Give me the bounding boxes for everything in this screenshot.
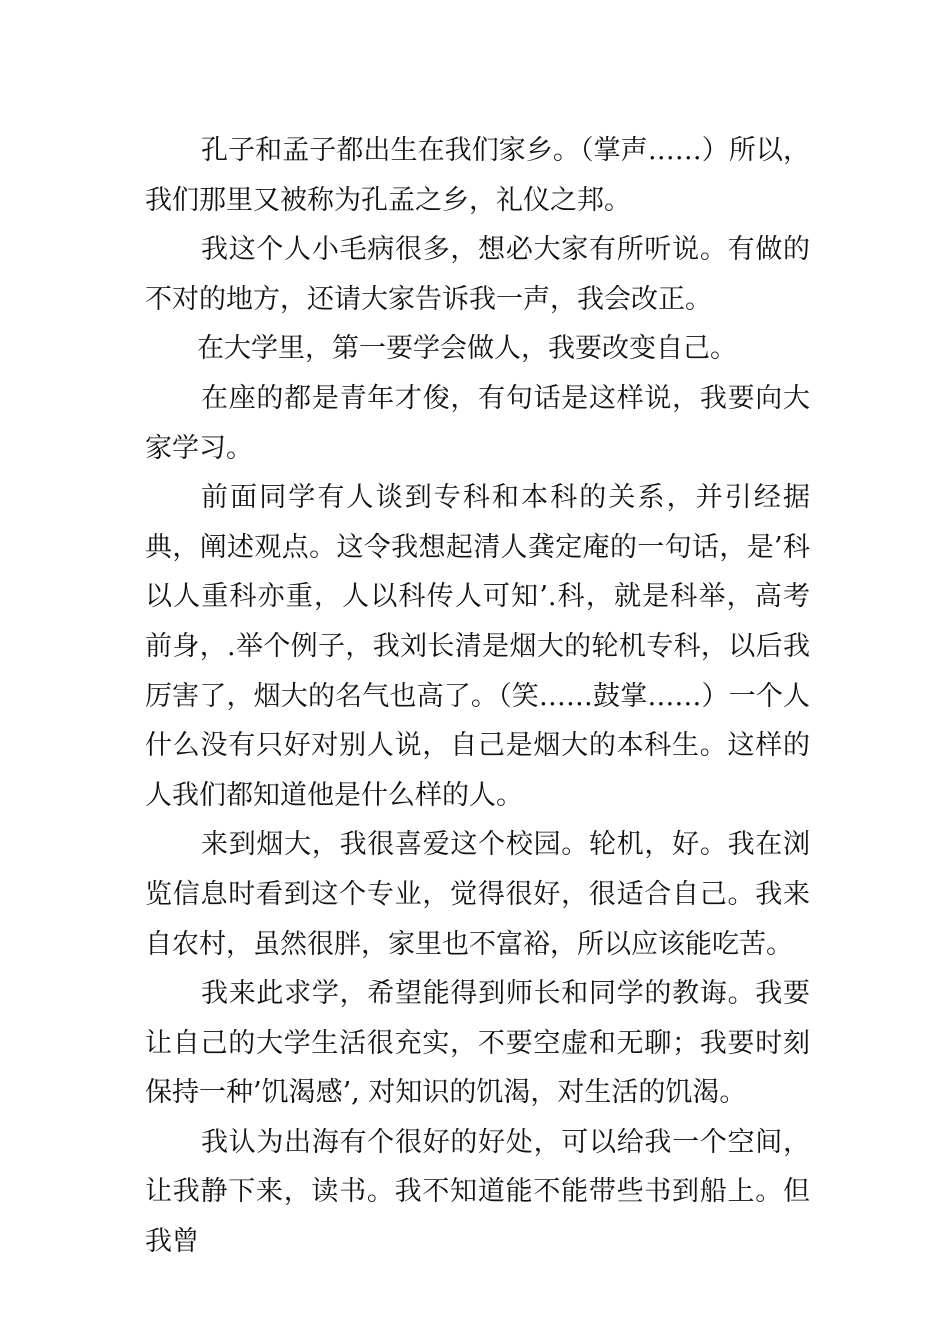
paragraph-4: 在座的都是青年才俊，有句话是这样说，我要向大家学习。 [145, 382, 810, 464]
paragraph-8: 我认为出海有个很好的好处，可以给我一个空间，让我静下来，读书。我不知道能不能带些书到船上。但我曾 [145, 1126, 810, 1258]
paragraph-2: 我这个人小毛病很多，想必大家有所听说。有做的不对的地方，还请大家告诉我一声，我会改正。 [145, 234, 810, 315]
paragraph-7: 我来此求学，希望能得到师长和同学的教诲。我要让自己的大学生活很充实，不要空虚和无聊；我要时刻保持一种’饥渴感’, 对知识的饥渴，对生活的饥渴。 [145, 978, 810, 1109]
paragraph-5: 前面同学有人谈到专科和本科的关系，并引经据典，阐述观点。这令我想起清人龚定庵的一句话，是’科以人重科亦重，人以科传人可知’.科，就是科举，高考前身，.举个例子，我刘长清是烟大的轮机专科，以后我厉害了，烟大的名气也高了。（笑……鼓掌……）一个人什么没有只好对别人说，自己是烟大的本科生。这样的人我们都知道他是什么样的人。 [145, 482, 810, 811]
body-text [145, 126, 810, 1267]
paragraph-3: 在大学里，第一要学会做人，我要改变自己。 [197, 333, 737, 365]
paragraph-1: 孔子和孟子都出生在我们家乡。（掌声……）所以，我们那里又被称为孔孟之乡，礼仪之邦。 [145, 135, 810, 216]
paragraph-6: 来到烟大，我很喜爱这个校园。轮机，好。我在浏览信息时看到这个专业，觉得很好，很适合自己。我来自农村，虽然很胖，家里也不富裕，所以应该能吃苦。 [145, 829, 810, 960]
